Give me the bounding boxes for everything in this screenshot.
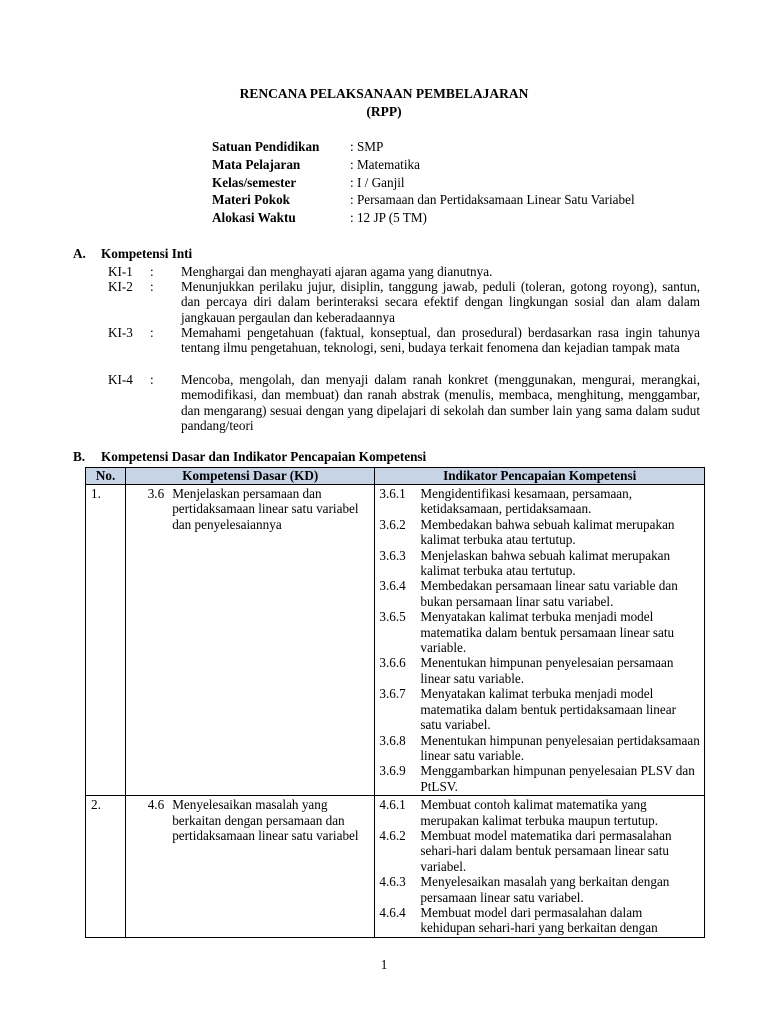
ki-text: Menghargai dan menghayati ajaran agama yang dianutnya. (181, 264, 493, 279)
indicator-code: 3.6.7 (379, 686, 406, 702)
header-no: No. (86, 468, 126, 485)
indicator-item (379, 578, 700, 609)
ki-code: KI-1 (108, 264, 133, 279)
indicator-text: Menentukan himpunan penyelesaian persamaan linear satu variable. (420, 655, 674, 686)
indicator-text: Mengidentifikasi kesamaan, persamaan, ketidaksamaan, pertidaksamaan. (420, 486, 633, 517)
indicator-item (379, 763, 700, 794)
indicator-item (379, 609, 700, 655)
indicator-item (379, 548, 700, 579)
ki-code: KI-4 (108, 372, 133, 387)
indicator-text: Menyatakan kalimat terbuka menjadi model matematika dalam bentuk pertidaksamaan linear satu variabel. (420, 686, 676, 733)
meta-label: Mata Pelajaran (212, 157, 301, 172)
indicator-item (379, 517, 700, 548)
row-number: 2. (86, 796, 126, 938)
indicator-item (379, 486, 700, 517)
indicator-code: 3.6.5 (379, 609, 406, 625)
section-letter: B. (73, 449, 86, 464)
indicator-code: 3.6.4 (379, 578, 406, 594)
kd-cell (126, 485, 375, 796)
meta-value: : Persamaan dan Pertidaksamaan Linear Satu Variabel (350, 192, 635, 207)
meta-value: : I / Ganjil (350, 175, 405, 190)
header-kd: Kompetensi Dasar (KD) (126, 468, 375, 485)
indicator-text: Membuat model dari permasalahan dalam kehidupan sehari-hari yang berkaitan dengan (420, 904, 658, 936)
indicator-text: Menyelesaikan masalah yang berkaitan dengan persamaan linear satu variabel. (420, 874, 670, 905)
indicator-item (379, 733, 700, 764)
indicator-code: 3.6.2 (379, 516, 406, 532)
indicator-code: 3.6.6 (379, 655, 406, 671)
meta-label: Alokasi Waktu (212, 210, 296, 225)
indicator-text: Menjelaskan bahwa sebuah kalimat merupakan kalimat terbuka atau tertutup. (420, 547, 671, 579)
indicator-text: Menggambarkan himpunan penyelesaian PLSV dan PtLSV. (420, 763, 695, 794)
section-b-heading (73, 449, 426, 464)
indicator-item (379, 874, 700, 905)
ipk-cell (375, 796, 705, 938)
indicator-code: 3.6.3 (379, 547, 406, 563)
indicator-code: 4.6.1 (379, 797, 406, 813)
section-title: Kompetensi Dasar dan Indikator Pencapaian Kompetensi (101, 449, 427, 464)
indicator-item (379, 905, 700, 936)
meta-label: Materi Pokok (212, 192, 291, 207)
table-header-row (86, 468, 705, 485)
indicator-item (379, 797, 700, 828)
meta-value: : 12 JP (5 TM) (350, 210, 427, 225)
ki-code: KI-2 (108, 279, 133, 294)
header-ipk: Indikator Pencapaian Kompetensi (375, 468, 705, 485)
meta-label: Kelas/semester (212, 175, 297, 190)
indicator-code: 3.6.9 (379, 763, 406, 779)
indicator-text: Membuat model matematika dari permasalahan sehari-hari dalam bentuk persamaan linear satu variabel. (420, 827, 672, 874)
indicator-text: Membedakan bahwa sebuah kalimat merupakan kalimat terbuka atau tertutup. (420, 516, 675, 548)
ki-colon: : (150, 264, 154, 279)
document-subtitle: (RPP) (366, 104, 402, 119)
page-number: 1 (380, 957, 388, 972)
competency-table (85, 467, 705, 938)
ki-colon: : (150, 279, 154, 294)
ki-text: Mencoba, mengolah, dan menyaji dalam ranah konkret (menggunakan, mengurai, merangkai, memodifikasi, dan membuat) dan ranah abstrak (menulis, membaca, menghitung, menggambar, dan mengarang) sesuai dengan yang dipelajari di sekolah dan sumber lain yang sama dalam sudut pandang/teori (181, 372, 700, 434)
row-number: 1. (86, 485, 126, 796)
section-a-heading (73, 246, 192, 261)
meta-value: : Matematika (350, 157, 420, 172)
ki-colon: : (150, 372, 154, 387)
ki-colon: : (150, 325, 154, 340)
meta-label: Satuan Pendidikan (212, 139, 320, 154)
section-letter: A. (73, 246, 86, 261)
ipk-cell (375, 485, 705, 796)
kd-code: 4.6 (147, 797, 165, 813)
ki-text: Menunjukkan perilaku jujur, disiplin, tanggung jawab, peduli (toleran, gotong royong), santun, dan percaya diri dalam berinteraksi secara efektif dengan lingkungan sosial dan alam dalam jangkauan pergaulan dan keberadaannya (181, 279, 700, 325)
indicator-code: 4.6.4 (379, 904, 406, 920)
meta-value: : SMP (350, 139, 384, 154)
kd-text: Menyelesaikan masalah yang berkaitan dengan persamaan dan pertidaksamaan linear satu variabel (172, 797, 359, 843)
kd-cell (126, 796, 375, 938)
indicator-item (379, 686, 700, 732)
indicator-text: Menentukan himpunan penyelesaian pertidaksamaan linear satu variable. (420, 732, 700, 763)
indicator-text: Membuat contoh kalimat matematika yang merupakan kalimat terbuka maupun tertutup. (420, 797, 659, 828)
indicator-code: 3.6.8 (379, 732, 406, 748)
indicator-code: 4.6.2 (379, 827, 406, 843)
document-title: RENCANA PELAKSANAAN PEMBELAJARAN (239, 86, 529, 101)
indicator-code: 3.6.1 (379, 486, 406, 501)
table-row (86, 796, 705, 938)
indicator-item (379, 828, 700, 874)
ki-code: KI-3 (108, 325, 133, 340)
kd-code: 3.6 (147, 486, 165, 501)
indicator-item (379, 655, 700, 686)
indicator-text: Membedakan persamaan linear satu variable dan bukan persamaan linar satu variabel. (420, 578, 678, 609)
kd-text: Menjelaskan persamaan dan pertidaksamaan linear satu variabel dan penyelesaiannya (172, 486, 359, 532)
indicator-text: Menyatakan kalimat terbuka menjadi model matematika dalam bentuk persamaan linear satu variable. (420, 609, 675, 656)
ki-text: Memahami pengetahuan (faktual, konseptual, dan prosedural) berdasarkan rasa ingin tahunya tentang ilmu pengetahuan, teknologi, seni, budaya terkait fenomena dan kejadian tampak mata (181, 325, 700, 356)
table-row (86, 485, 705, 796)
section-title: Kompetensi Inti (101, 246, 193, 261)
indicator-code: 4.6.3 (379, 874, 406, 890)
